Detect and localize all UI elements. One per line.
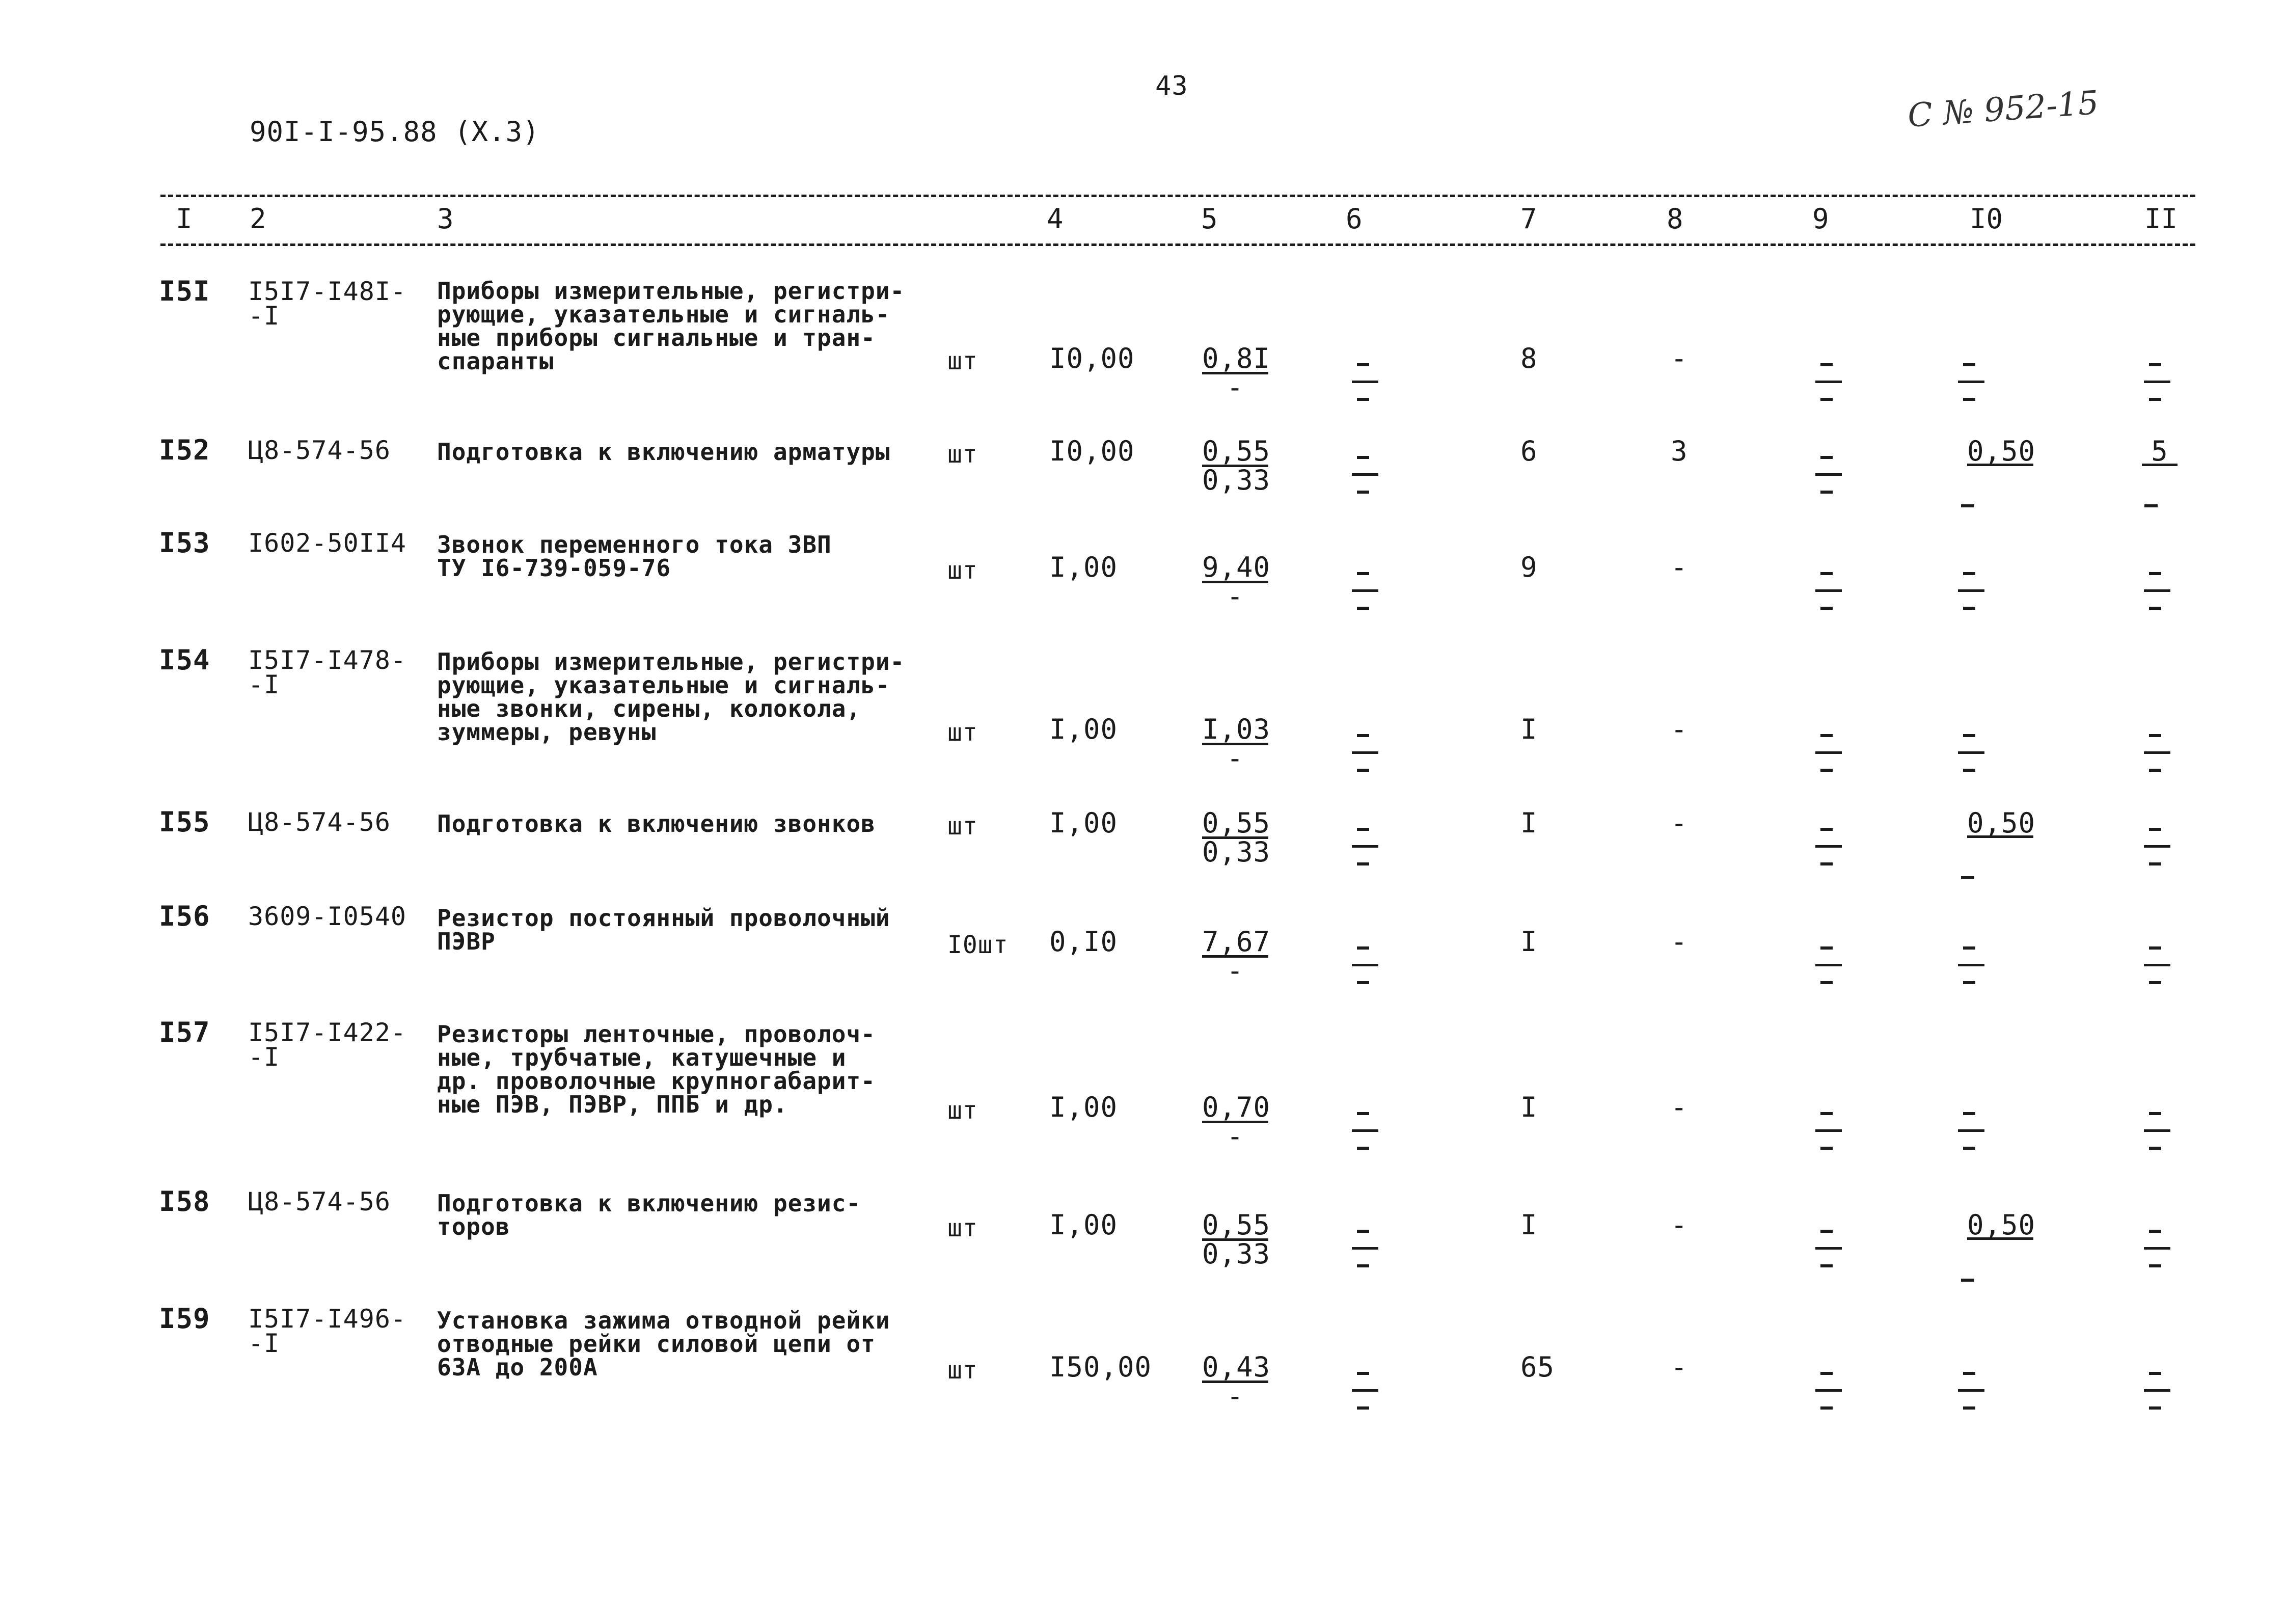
- row-col9-dashes: [1813, 1363, 1844, 1419]
- column-header-9: 9: [1812, 203, 1829, 235]
- row-quantity: I,00: [1049, 551, 1118, 583]
- row-col9-dashes: [1813, 354, 1844, 410]
- row-col8: -: [1671, 807, 1688, 839]
- row-col11-dash: [2144, 504, 2158, 507]
- row-quantity: 0,I0: [1049, 926, 1118, 958]
- row-unit: шт: [947, 1356, 978, 1385]
- row-unit: шт: [947, 556, 978, 585]
- row-number: I5I: [159, 275, 210, 307]
- row-code: I5I7-I422- -I: [248, 1018, 407, 1072]
- row-quantity: I,00: [1049, 1091, 1118, 1123]
- row-col10-dash: [1961, 876, 1974, 879]
- row-col10: 0,50: [1967, 807, 2036, 839]
- handwritten-stamp: С № 952-15: [1906, 84, 2100, 136]
- row-quantity: I50,00: [1049, 1351, 1152, 1383]
- row-code: Ц8-574-56: [248, 807, 391, 837]
- column-header-4: 4: [1047, 203, 1064, 235]
- row-number: I52: [159, 434, 210, 466]
- row-col6-dashes: [1350, 1103, 1380, 1159]
- row-col5: 0,55 0,33: [1202, 807, 1271, 868]
- row-col8: -: [1671, 551, 1688, 583]
- row-col9-dashes: [1813, 1103, 1844, 1159]
- row-col11-dashes: [2142, 1363, 2172, 1419]
- row-col5: 0,55 0,33: [1202, 1209, 1271, 1270]
- row-col10-dashes: [1956, 1363, 1986, 1419]
- column-header-2: 2: [250, 203, 266, 235]
- row-code: I5I7-I496- -I: [248, 1304, 407, 1358]
- row-col6-dashes: [1350, 563, 1380, 619]
- header-bottom-rule: [160, 243, 2195, 246]
- row-col5: 0,70 -: [1202, 1091, 1271, 1152]
- document-number: 90I-I-95.88 (X.3): [250, 116, 540, 148]
- row-col7: I: [1520, 807, 1538, 839]
- row-quantity: I,00: [1049, 713, 1118, 745]
- column-header-8: 8: [1667, 203, 1683, 235]
- row-col5: 0,8I -: [1202, 342, 1271, 403]
- row-col7: I: [1520, 926, 1538, 958]
- row-description: Установка зажима отводной рейки отводные рейки силовой цепи от 63А до 200А: [437, 1307, 890, 1381]
- column-header-1: I: [176, 203, 193, 235]
- row-col8: 3: [1671, 435, 1688, 467]
- row-number: I56: [159, 900, 210, 932]
- row-code: I5I7-I48I- -I: [248, 277, 407, 331]
- row-col10: 0,50: [1967, 1209, 2036, 1241]
- row-number: I58: [159, 1185, 210, 1217]
- row-col11-dashes: [2142, 1221, 2172, 1277]
- column-header-7: 7: [1520, 203, 1537, 235]
- row-col10-dashes: [1956, 563, 1986, 619]
- row-unit: шт: [947, 1096, 978, 1125]
- row-col7: 9: [1520, 551, 1538, 583]
- row-unit: I0шт: [947, 931, 1009, 959]
- row-col11-dashes: [2142, 819, 2172, 875]
- row-col10: 0,50: [1967, 435, 2036, 467]
- row-number: I55: [159, 806, 210, 838]
- row-col6-dashes: [1350, 1221, 1380, 1277]
- row-number: I54: [159, 644, 210, 676]
- column-header-3: 3: [437, 203, 454, 235]
- row-col9-dashes: [1813, 563, 1844, 619]
- column-header-6: 6: [1346, 203, 1363, 235]
- row-unit: шт: [947, 812, 978, 841]
- row-number: I57: [159, 1016, 210, 1048]
- row-unit: шт: [947, 440, 978, 469]
- row-col10-dashes: [1956, 937, 1986, 993]
- row-col6-dashes: [1350, 819, 1380, 875]
- row-col7: 6: [1520, 435, 1538, 467]
- row-col9-dashes: [1813, 937, 1844, 993]
- row-description: Звонок переменного тока ЗВП ТУ I6-739-059-76: [437, 531, 832, 582]
- row-unit: шт: [947, 1214, 978, 1242]
- row-col8: -: [1671, 713, 1688, 745]
- row-code: 3609-I0540: [248, 902, 407, 931]
- row-code: Ц8-574-56: [248, 436, 391, 465]
- row-description: Приборы измерительные, регистри- рующие, указательные и сигналь- ные звонки, сирены, колокола, зуммеры, ревуны: [437, 648, 905, 746]
- row-col11-dashes: [2142, 1103, 2172, 1159]
- row-col11-dashes: [2142, 937, 2172, 993]
- row-col11-dashes: [2142, 725, 2172, 781]
- row-col7: 8: [1520, 342, 1538, 374]
- row-col6-dashes: [1350, 354, 1380, 410]
- row-code: I602-50II4: [248, 528, 407, 558]
- row-description: Приборы измерительные, регистри- рующие, указательные и сигналь- ные приборы сигнальные и тран- спаранты: [437, 277, 905, 375]
- row-col10-dash: [1961, 1279, 1974, 1282]
- row-quantity: I,00: [1049, 807, 1118, 839]
- row-col5: 0,43 -: [1202, 1351, 1271, 1412]
- row-unit: шт: [947, 718, 978, 747]
- row-col7: I: [1520, 1209, 1538, 1241]
- header-top-rule: [160, 195, 2195, 197]
- row-col9-dashes: [1813, 1221, 1844, 1277]
- row-col5: 7,67 -: [1202, 926, 1271, 987]
- row-col7: I: [1520, 713, 1538, 745]
- row-col10-dashes: [1956, 1103, 1986, 1159]
- row-description: Подготовка к включению арматуры: [437, 438, 890, 466]
- column-header-10: I0: [1970, 203, 2003, 235]
- row-col8: -: [1671, 1091, 1688, 1123]
- row-col9-dashes: [1813, 819, 1844, 875]
- row-code: I5I7-I478- -I: [248, 645, 407, 699]
- row-col8: -: [1671, 1209, 1688, 1241]
- row-col10-dash: [1961, 504, 1974, 507]
- row-col5: 9,40 -: [1202, 551, 1271, 612]
- row-col6-dashes: [1350, 937, 1380, 993]
- row-number: I53: [159, 527, 210, 559]
- row-quantity: I0,00: [1049, 342, 1135, 374]
- row-code: Ц8-574-56: [248, 1187, 391, 1216]
- row-col6-dashes: [1350, 1363, 1380, 1419]
- row-col6-dashes: [1350, 725, 1380, 781]
- row-unit: шт: [947, 347, 978, 375]
- row-col5: 0,55 0,33: [1202, 435, 1271, 496]
- row-col11: 5: [2142, 439, 2178, 466]
- row-description: Подготовка к включению звонков: [437, 810, 876, 837]
- row-number: I59: [159, 1303, 210, 1335]
- row-col8: -: [1671, 342, 1688, 374]
- row-quantity: I,00: [1049, 1209, 1118, 1241]
- row-description: Резисторы ленточные, проволоч- ные, трубчатые, катушечные и др. проволочные крупногабарит- ные ПЭВ, ПЭВР, ППБ и др.: [437, 1020, 876, 1118]
- column-header-11: II: [2144, 203, 2178, 235]
- row-description: Резистор постоянный проволочный ПЭВР: [437, 904, 890, 955]
- row-col10-dashes: [1956, 354, 1986, 410]
- column-header-5: 5: [1201, 203, 1218, 235]
- row-col7: 65: [1520, 1351, 1555, 1383]
- row-col9-dashes: [1813, 447, 1844, 503]
- row-col8: -: [1671, 926, 1688, 958]
- page-number: 43: [1155, 71, 1188, 101]
- row-col10-dashes: [1956, 725, 1986, 781]
- row-col6-dashes: [1350, 447, 1380, 503]
- row-description: Подготовка к включению резис- торов: [437, 1189, 861, 1240]
- row-col8: -: [1671, 1351, 1688, 1383]
- row-col11-dashes: [2142, 354, 2172, 410]
- row-quantity: I0,00: [1049, 435, 1135, 467]
- row-col11-dashes: [2142, 563, 2172, 619]
- row-col7: I: [1520, 1091, 1538, 1123]
- row-col9-dashes: [1813, 725, 1844, 781]
- row-col5: I,03 -: [1202, 713, 1271, 774]
